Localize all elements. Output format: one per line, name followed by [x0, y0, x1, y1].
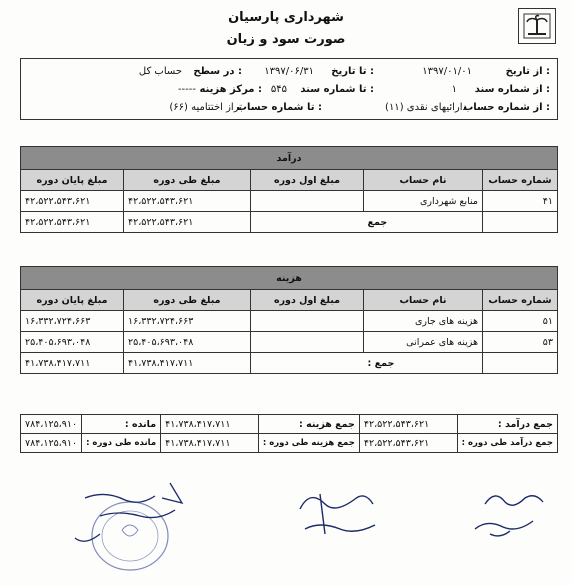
col-closing: مبلغ پایان دوره [21, 170, 124, 191]
from-account-label: از شماره حساب : [463, 102, 550, 113]
income-period-value: ۴۲،۵۲۲،۵۴۳،۶۲۱ [359, 434, 457, 453]
closing-cell: ۱۶،۳۳۲،۷۲۴،۶۶۳ [21, 311, 124, 332]
summary-table [20, 414, 558, 453]
during-cell: ۱۶،۳۳۲،۷۲۴،۶۶۳ [124, 311, 251, 332]
acc-no-cell: ۵۱ [483, 311, 558, 332]
balance-value: ۷۸۴،۱۲۵،۹۱۰ [21, 415, 82, 434]
col-acc-name: نام حساب [364, 170, 483, 191]
total-row [21, 353, 558, 374]
balance-period-value: ۷۸۴،۱۲۵،۹۱۰ [21, 434, 82, 453]
opening-cell [251, 332, 364, 353]
to-account-label: تا شماره حساب : [236, 102, 322, 113]
total-row [21, 212, 558, 233]
expense-period-value: ۴۱،۷۳۸،۴۱۷،۷۱۱ [161, 434, 259, 453]
table-row [21, 332, 558, 353]
table-row [21, 311, 558, 332]
to-account-value: تراز اختتامیه (۶۶) [169, 102, 242, 113]
col-closing: مبلغ پایان دوره [21, 290, 124, 311]
expense-total-label: جمع هزینه : [258, 415, 359, 434]
signature-right [460, 484, 560, 549]
report-title: صورت سود و زیان [226, 32, 346, 47]
balance-period-label: مانده طی دوره : [82, 434, 161, 453]
col-during: مبلغ طی دوره [124, 170, 251, 191]
total-during: ۴۲،۵۲۲،۵۴۳،۶۲۱ [124, 212, 251, 233]
signature-middle [280, 484, 390, 554]
table-row [21, 191, 558, 212]
expense-total-value: ۴۱،۷۳۸،۴۱۷،۷۱۱ [161, 415, 259, 434]
col-acc-no: شماره حساب [483, 170, 558, 191]
acc-no-cell: ۴۱ [483, 191, 558, 212]
summary-row [21, 434, 558, 453]
total-label: جمع [364, 212, 483, 233]
opening-cell [251, 191, 364, 212]
income-heading: درآمد [21, 147, 558, 170]
stamp-and-signature-left [60, 478, 210, 578]
org-title: شهرداری پارسیان [228, 10, 344, 25]
summary-row [21, 415, 558, 434]
acc-name-cell: منابع شهرداری [364, 191, 483, 212]
total-closing: ۴۱،۷۳۸،۴۱۷،۷۱۱ [21, 353, 124, 374]
expense-table [20, 266, 558, 374]
to-doc-value: ۵۴۵ [270, 84, 287, 95]
income-period-label: جمع درآمد طی دوره : [457, 434, 557, 453]
from-date-label: از تاریخ : [505, 66, 550, 77]
during-cell: ۲۵،۴۰۵،۶۹۳،۰۴۸ [124, 332, 251, 353]
closing-cell: ۲۵،۴۰۵،۶۹۳،۰۴۸ [21, 332, 124, 353]
cost-center-value: ----- [177, 84, 196, 95]
opening-cell [251, 311, 364, 332]
level-label: در سطح : [193, 66, 242, 77]
total-label: جمع : [364, 353, 483, 374]
closing-cell: ۴۲،۵۲۲،۵۴۳،۶۲۱ [21, 191, 124, 212]
level-value: حساب کل [138, 66, 182, 77]
cost-center-label: مرکز هزینه : [199, 84, 262, 95]
during-cell: ۴۲،۵۲۲،۵۴۳،۶۲۱ [124, 191, 251, 212]
from-doc-label: از شماره سند : [474, 84, 550, 95]
total-closing: ۴۲،۵۲۲،۵۴۳،۶۲۱ [21, 212, 124, 233]
expense-period-label: جمع هزینه طی دوره : [258, 434, 359, 453]
income-total-value: ۴۲،۵۲۲،۵۴۳،۶۲۱ [359, 415, 457, 434]
balance-label: مانده : [82, 415, 161, 434]
acc-no-cell: ۵۳ [483, 332, 558, 353]
income-table [20, 146, 558, 233]
to-date-label: تا تاریخ : [331, 66, 374, 77]
col-during: مبلغ طی دوره [124, 290, 251, 311]
col-acc-name: نام حساب [364, 290, 483, 311]
from-date-value: ۱۳۹۷/۰۱/۰۱ [422, 66, 472, 77]
income-total-label: جمع درآمد : [457, 415, 557, 434]
from-doc-value: ۱ [451, 84, 457, 95]
col-acc-no: شماره حساب [483, 290, 558, 311]
total-during: ۴۱،۷۳۸،۴۱۷،۷۱۱ [124, 353, 251, 374]
col-opening: مبلغ اول دوره [251, 290, 364, 311]
acc-name-cell: هزینه های جاری [364, 311, 483, 332]
from-account-value: دارائیهای نقدی (۱۱) [385, 102, 467, 113]
expense-heading: هزینه [21, 267, 558, 290]
to-doc-label: تا شماره سند : [300, 84, 374, 95]
acc-name-cell: هزینه های عمرانی [364, 332, 483, 353]
to-date-value: ۱۳۹۷/۰۶/۳۱ [264, 66, 314, 77]
col-opening: مبلغ اول دوره [251, 170, 364, 191]
